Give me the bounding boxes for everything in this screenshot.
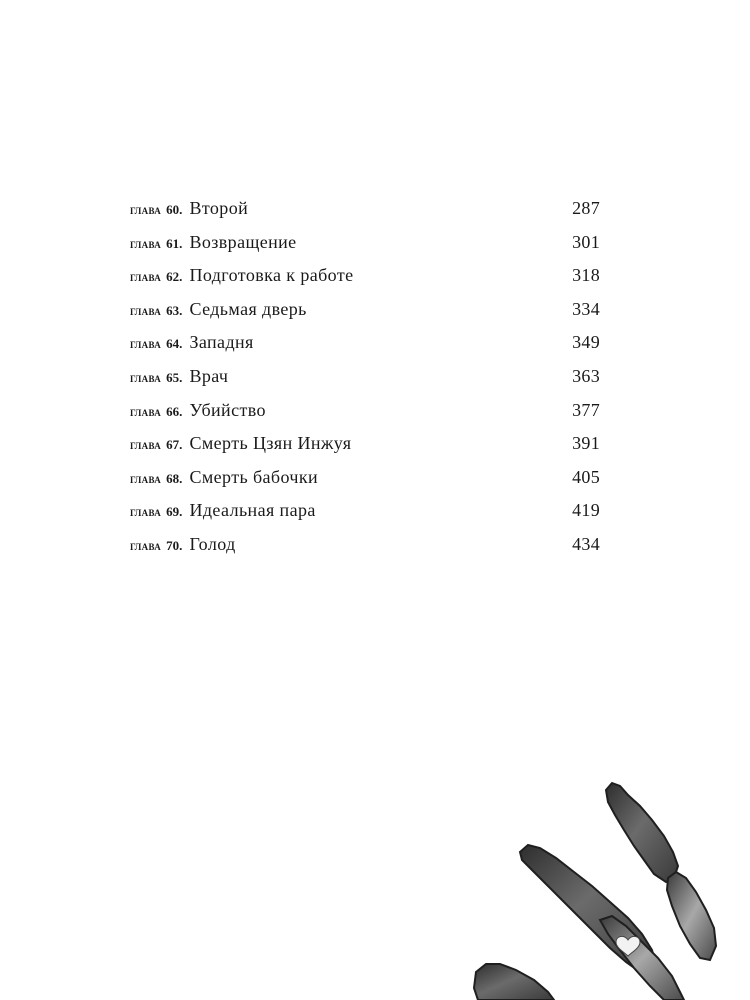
page-number: 287 — [572, 198, 600, 218]
chapter-prefix: глава — [130, 537, 162, 553]
toc-entry-66[interactable] — [130, 394, 600, 428]
page-number: 391 — [572, 433, 600, 454]
chapter-number: 60. — [166, 202, 183, 217]
page-number: 318 — [572, 265, 600, 286]
chapter-title: Подготовка к работе — [189, 265, 354, 286]
chapter-title: Голод — [189, 533, 236, 554]
chapter-number: 68. — [166, 470, 183, 486]
chapter-title: Смерть Цзян Инжуя — [189, 433, 352, 454]
page-number: 363 — [572, 365, 600, 386]
ink-highlight — [616, 936, 640, 956]
chapter-prefix: глава — [130, 235, 162, 251]
chapter-number: 63. — [166, 302, 183, 318]
chapter-prefix: глава — [130, 369, 162, 385]
chapter-title: Возвращение — [189, 231, 297, 252]
page-number: 334 — [572, 298, 600, 319]
chapter-number: 62. — [166, 269, 183, 285]
chapter-number: 66. — [166, 403, 183, 419]
chapter-number: 70. — [166, 537, 183, 553]
brush-stroke — [474, 964, 554, 1000]
toc-entry-62[interactable] — [130, 259, 600, 293]
chapter-title: Западня — [189, 332, 254, 353]
brush-stroke — [606, 783, 678, 882]
page-number: 349 — [572, 332, 600, 353]
toc-entry-65[interactable] — [130, 360, 600, 394]
chapter-prefix: глава — [130, 302, 162, 318]
toc-entry-68[interactable] — [130, 461, 600, 495]
toc-entry-70[interactable] — [130, 528, 600, 562]
toc-entry-69[interactable] — [130, 494, 600, 528]
page-number: 301 — [572, 231, 600, 252]
chapter-prefix: глава — [130, 403, 162, 419]
toc-entry-61[interactable] — [130, 226, 600, 260]
toc-entry-63[interactable] — [130, 293, 600, 327]
chapter-prefix: глава — [130, 504, 162, 520]
chapter-prefix: глава — [130, 202, 162, 217]
chapter-number: 64. — [166, 336, 183, 352]
chapter-title: Убийство — [189, 399, 266, 420]
chapter-title: Смерть бабочки — [189, 466, 319, 487]
page-number: 419 — [572, 500, 600, 521]
page-number: 434 — [572, 533, 600, 554]
chapter-number: 69. — [166, 504, 183, 520]
chapter-number: 65. — [166, 369, 183, 385]
chapter-title: Седьмая дверь — [189, 298, 307, 319]
chapter-number: 67. — [166, 437, 183, 453]
chapter-number: 61. — [166, 235, 183, 251]
toc-entry-60[interactable] — [130, 192, 600, 226]
table-of-contents — [130, 192, 600, 562]
chapter-prefix: глава — [130, 269, 162, 285]
brush-stroke — [600, 916, 684, 1000]
chapter-prefix: глава — [130, 336, 162, 352]
chapter-title: Врач — [189, 365, 229, 386]
chapter-title: Второй — [189, 198, 249, 218]
chapter-prefix: глава — [130, 437, 162, 453]
brush-stroke — [667, 872, 716, 960]
page-number: 377 — [572, 399, 600, 420]
brush-stroke — [520, 845, 656, 974]
toc-entry-67[interactable] — [130, 427, 600, 461]
chapter-prefix: глава — [130, 470, 162, 486]
toc-entry-64[interactable] — [130, 326, 600, 360]
chapter-title: Идеальная пара — [189, 500, 316, 521]
page-number: 405 — [572, 466, 600, 487]
